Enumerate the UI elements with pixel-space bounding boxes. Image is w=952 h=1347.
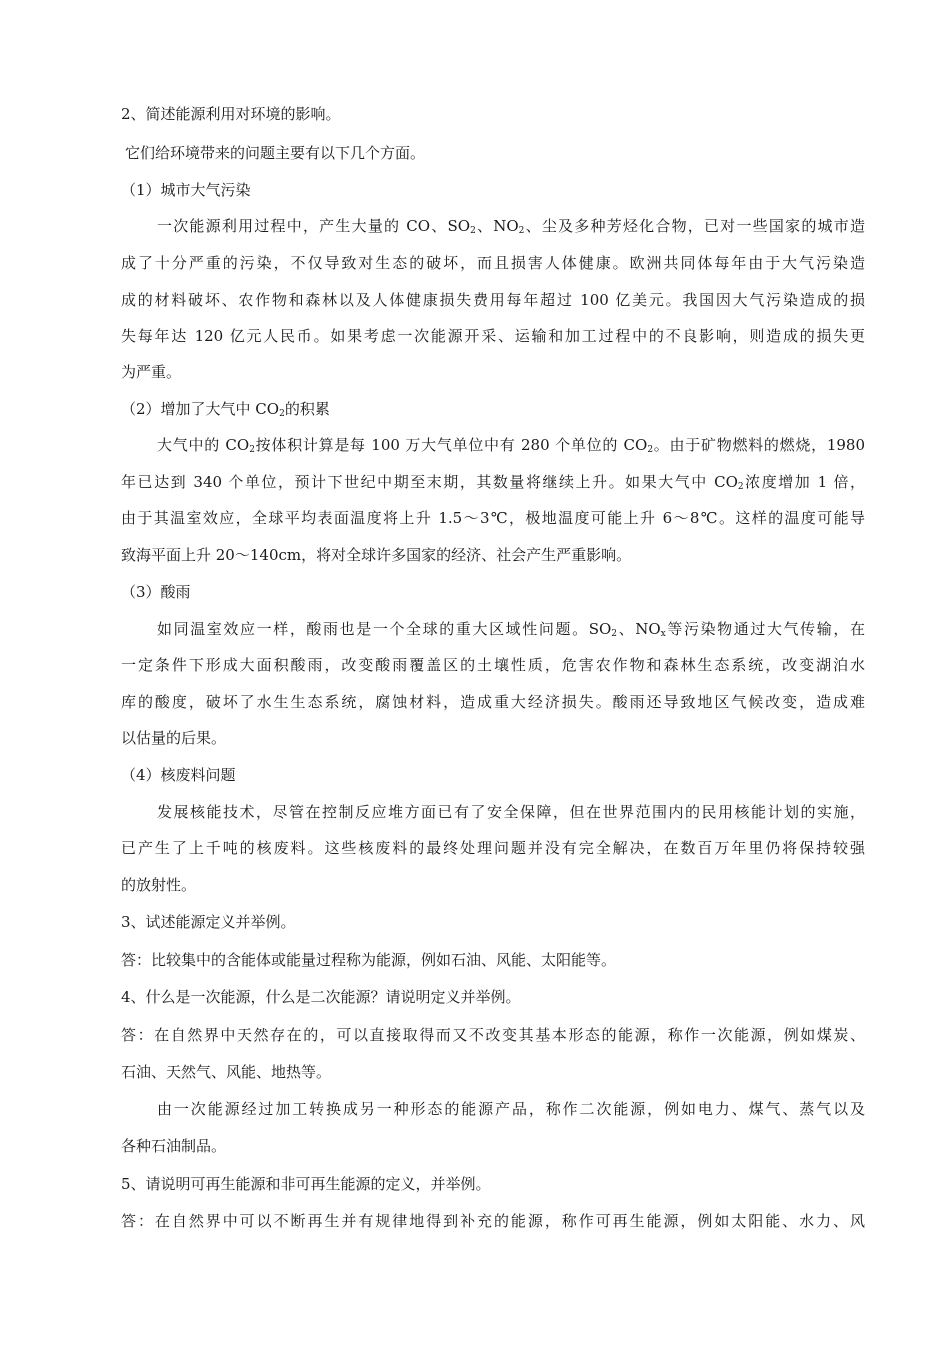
paragraph-line: 年已达到 340 个单位，预计下世纪中期至末期，其数量将继续上升。如果大气中 $CO_2$浓度增加 1 倍， (121, 473, 865, 492)
answer-4-line: 答：在自然界中天然存在的，可以直接取得而又不改变其基本形态的能源，称作一次能源，例如煤炭、 (121, 1026, 865, 1044)
section-heading-3: （3）酸雨 (121, 583, 191, 601)
paragraph-line: 已产生了上千吨的核废料。这些核废料的最终处理问题并没有完全解决，在数百万年里仍将保持较强 (121, 839, 865, 857)
paragraph-line: 一次能源利用过程中，产生大量的 CO、$SO_2$、$NO_2$、尘及多种芳烃化合物，已对一些国家的城市造 (157, 217, 865, 236)
paragraph-line: 为严重。 (121, 363, 182, 381)
section-heading-4: （4）核废料问题 (121, 766, 236, 784)
question-3-heading: 3、试述能源定义并举例。 (121, 913, 296, 931)
section-heading-1: （1）城市大气污染 (121, 181, 251, 199)
paragraph-line: 的放射性。 (121, 876, 197, 894)
paragraph-line: 一定条件下形成大面积酸雨，改变酸雨覆盖区的土壤性质，危害农作物和森林生态系统，改变湖泊水 (121, 656, 865, 674)
paragraph-line: 如同温室效应一样，酸雨也是一个全球的重大区域性问题。$SO_2$、$NO_x$等污染物通过大气传输，在 (157, 620, 865, 639)
answer-4-line: 石油、天然气、风能、地热等。 (121, 1063, 332, 1081)
intro-text: 它们给环境带来的问题主要有以下几个方面。 (125, 144, 426, 162)
question-4-heading: 4、什么是一次能源，什么是二次能源？请说明定义并举例。 (121, 988, 521, 1006)
paragraph-line: 由于其温室效应，全球平均表面温度将上升 1.5～3℃，极地温度可能上升 6～8℃。这样的温度可能导 (121, 509, 865, 527)
paragraph-line: 失每年达 120 亿元人民币。如果考虑一次能源开采、运输和加工过程中的不良影响，则造成的损失更 (121, 327, 865, 345)
question-2-heading: 2、简述能源利用对环境的影响。 (121, 105, 341, 123)
paragraph-line: 以估量的后果。 (121, 729, 227, 747)
paragraph-line: 成的材料破坏、农作物和森林以及人体健康损失费用每年超过 100 亿美元。我国因大气污染造成的损 (121, 291, 865, 309)
answer-4-line: 由一次能源经过加工转换成另一种形态的能源产品，称作二次能源，例如电力、煤气、蒸气以及 (157, 1100, 865, 1118)
paragraph-line: 成了十分严重的污染，不仅导致对生态的破坏，而且损害人体健康。欧洲共同体每年由于大气污染造 (121, 254, 865, 272)
section-heading-2: （2）增加了大气中 $CO_2$的积累 (121, 400, 330, 419)
answer-3: 答：比较集中的含能体或能量过程称为能源，例如石油、风能、太阳能等。 (121, 951, 617, 969)
paragraph-line: 致海平面上升 20～140cm，将对全球许多国家的经济、社会产生严重影响。 (121, 546, 632, 564)
paragraph-line: 库的酸度，破坏了水生生态系统，腐蚀材料，造成重大经济损失。酸雨还导致地区气候改变，造成难 (121, 693, 865, 711)
answer-5-line: 答：在自然界中可以不断再生并有规律地得到补充的能源，称作可再生能源，例如太阳能、水力、风 (121, 1212, 865, 1230)
question-5-heading: 5、请说明可再生能源和非可再生能源的定义，并举例。 (121, 1175, 491, 1193)
answer-4-line: 各种石油制品。 (121, 1137, 227, 1155)
paragraph-line: 发展核能技术，尽管在控制反应堆方面已有了安全保障，但在世界范围内的民用核能计划的实施， (157, 803, 865, 821)
paragraph-line: 大气中的 $CO_2$按体积计算是每 100 万大气单位中有 280 个单位的 $CO_2$。由于矿物燃料的燃烧，1980 (157, 436, 865, 455)
